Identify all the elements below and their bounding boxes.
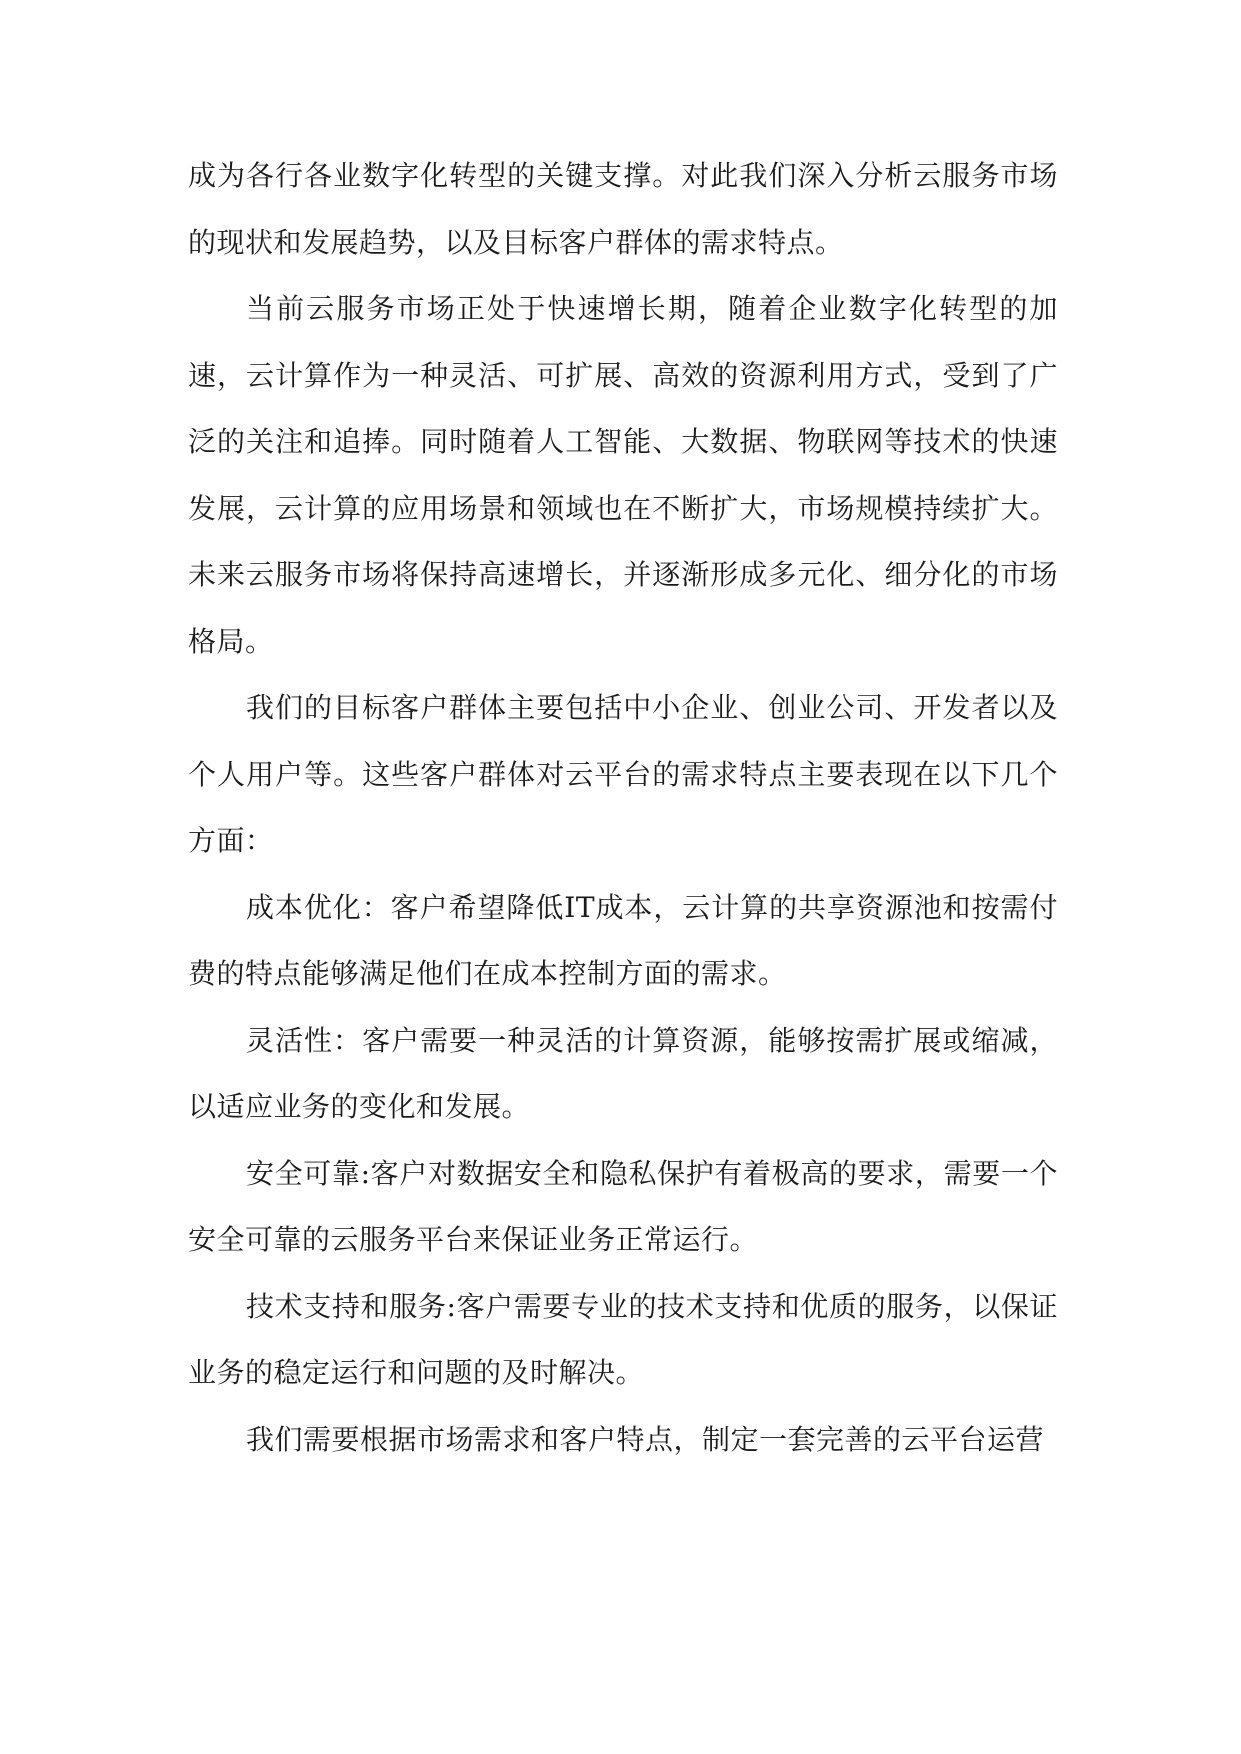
paragraph-5: 灵活性：客户需要一种灵活的计算资源，能够按需扩展或缩减，以适应业务的变化和发展。 [188,1023,1058,1123]
paragraph-7: 技术支持和服务:客户需要专业的技术支持和优质的服务，以保证业务的稳定运行和问题的及时解决。 [188,1289,1058,1389]
paragraph-2: 当前云服务市场正处于快速增长期，随着企业数字化转型的加速，云计算作为一种灵活、可扩展、高效的资源利用方式，受到了广泛的关注和追捧。同时随着人工智能、大数据、物联网等技术的快速发展，云计算的应用场景和领域也在不断扩大，市场规模持续扩大。未来云服务市场将保持高速增长，并逐渐形成多元化、细分化的市场格局。 [188,292,1058,658]
document-body [188,143,1058,1473]
paragraph-8: 我们需要根据市场需求和客户特点，制定一套完善的云平台运营 [246,1422,1045,1456]
paragraph-3: 我们的目标客户群体主要包括中小企业、创业公司、开发者以及个人用户等。这些客户群体对云平台的需求特点主要表现在以下几个方面： [188,691,1058,857]
paragraph-6: 安全可靠:客户对数据安全和隐私保护有着极高的要求，需要一个安全可靠的云服务平台来保证业务正常运行。 [188,1156,1058,1256]
paragraph-4: 成本优化：客户希望降低IT成本，云计算的共享资源池和按需付费的特点能够满足他们在成本控制方面的需求。 [188,890,1058,990]
paragraph-1: 成为各行各业数字化转型的关键支撑。对此我们深入分析云服务市场的现状和发展趋势，以及目标客户群体的需求特点。 [188,159,1058,259]
